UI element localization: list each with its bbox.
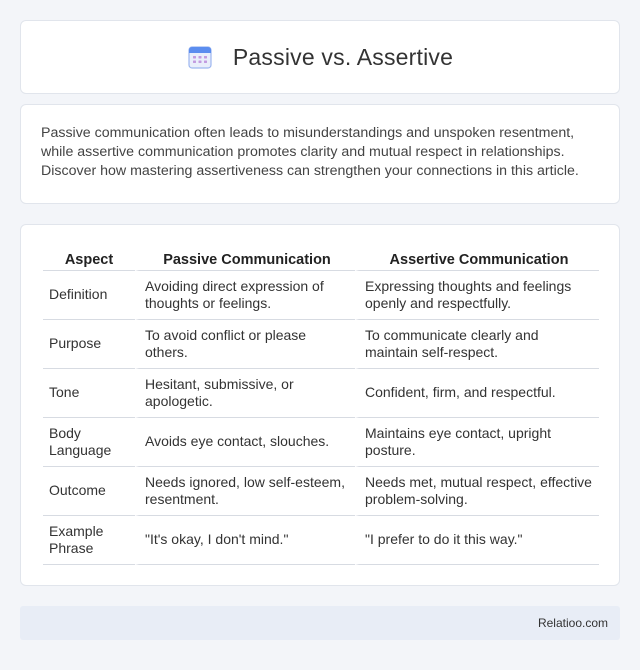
column-header-passive: Passive Communication [135,245,355,271]
table-row [43,369,599,418]
cell-passive: "It's okay, I don't mind." [135,516,355,565]
cell-aspect: Tone [43,369,135,418]
table-row [43,320,599,369]
column-header-assertive: Assertive Communication [355,245,599,271]
cell-assertive: Needs met, mutual respect, effective problem-solving. [355,467,599,516]
cell-aspect: Purpose [43,320,135,369]
table-row [43,467,599,516]
intro-card [20,104,620,204]
cell-assertive: "I prefer to do it this way." [355,516,599,565]
cell-aspect: Example Phrase [43,516,135,565]
intro-text: Passive communication often leads to misunderstandings and unspoken resentment, while assertive communication promotes clarity and mutual respect in relationships. Discover how mastering assertiveness can strengthen your connections in this article. [41,125,579,179]
comparison-table-card [20,224,620,586]
table-header-row [43,245,599,271]
cell-assertive: To communicate clearly and maintain self-respect. [355,320,599,369]
cell-aspect: Body Language [43,418,135,467]
footer-brand: Relatioo.com [537,616,608,630]
table-row [43,418,599,467]
cell-passive: To avoid conflict or please others. [135,320,355,369]
title-card [20,20,620,94]
cell-passive: Avoids eye contact, slouches. [135,418,355,467]
cell-passive: Hesitant, submissive, or apologetic. [135,369,355,418]
cell-passive: Needs ignored, low self-esteem, resentment. [135,467,355,516]
column-header-aspect: Aspect [43,245,135,271]
cell-aspect: Outcome [43,467,135,516]
cell-assertive: Maintains eye contact, upright posture. [355,418,599,467]
calendar-icon [187,44,213,70]
cell-aspect: Definition [43,271,135,320]
cell-assertive: Expressing thoughts and feelings openly and respectfully. [355,271,599,320]
cell-assertive: Confident, firm, and respectful. [355,369,599,418]
table-row [43,271,599,320]
cell-passive: Avoiding direct expression of thoughts or feelings. [135,271,355,320]
footer [20,606,620,640]
table-row [43,516,599,565]
page-title: Passive vs. Assertive [232,43,454,70]
comparison-table [43,245,599,565]
